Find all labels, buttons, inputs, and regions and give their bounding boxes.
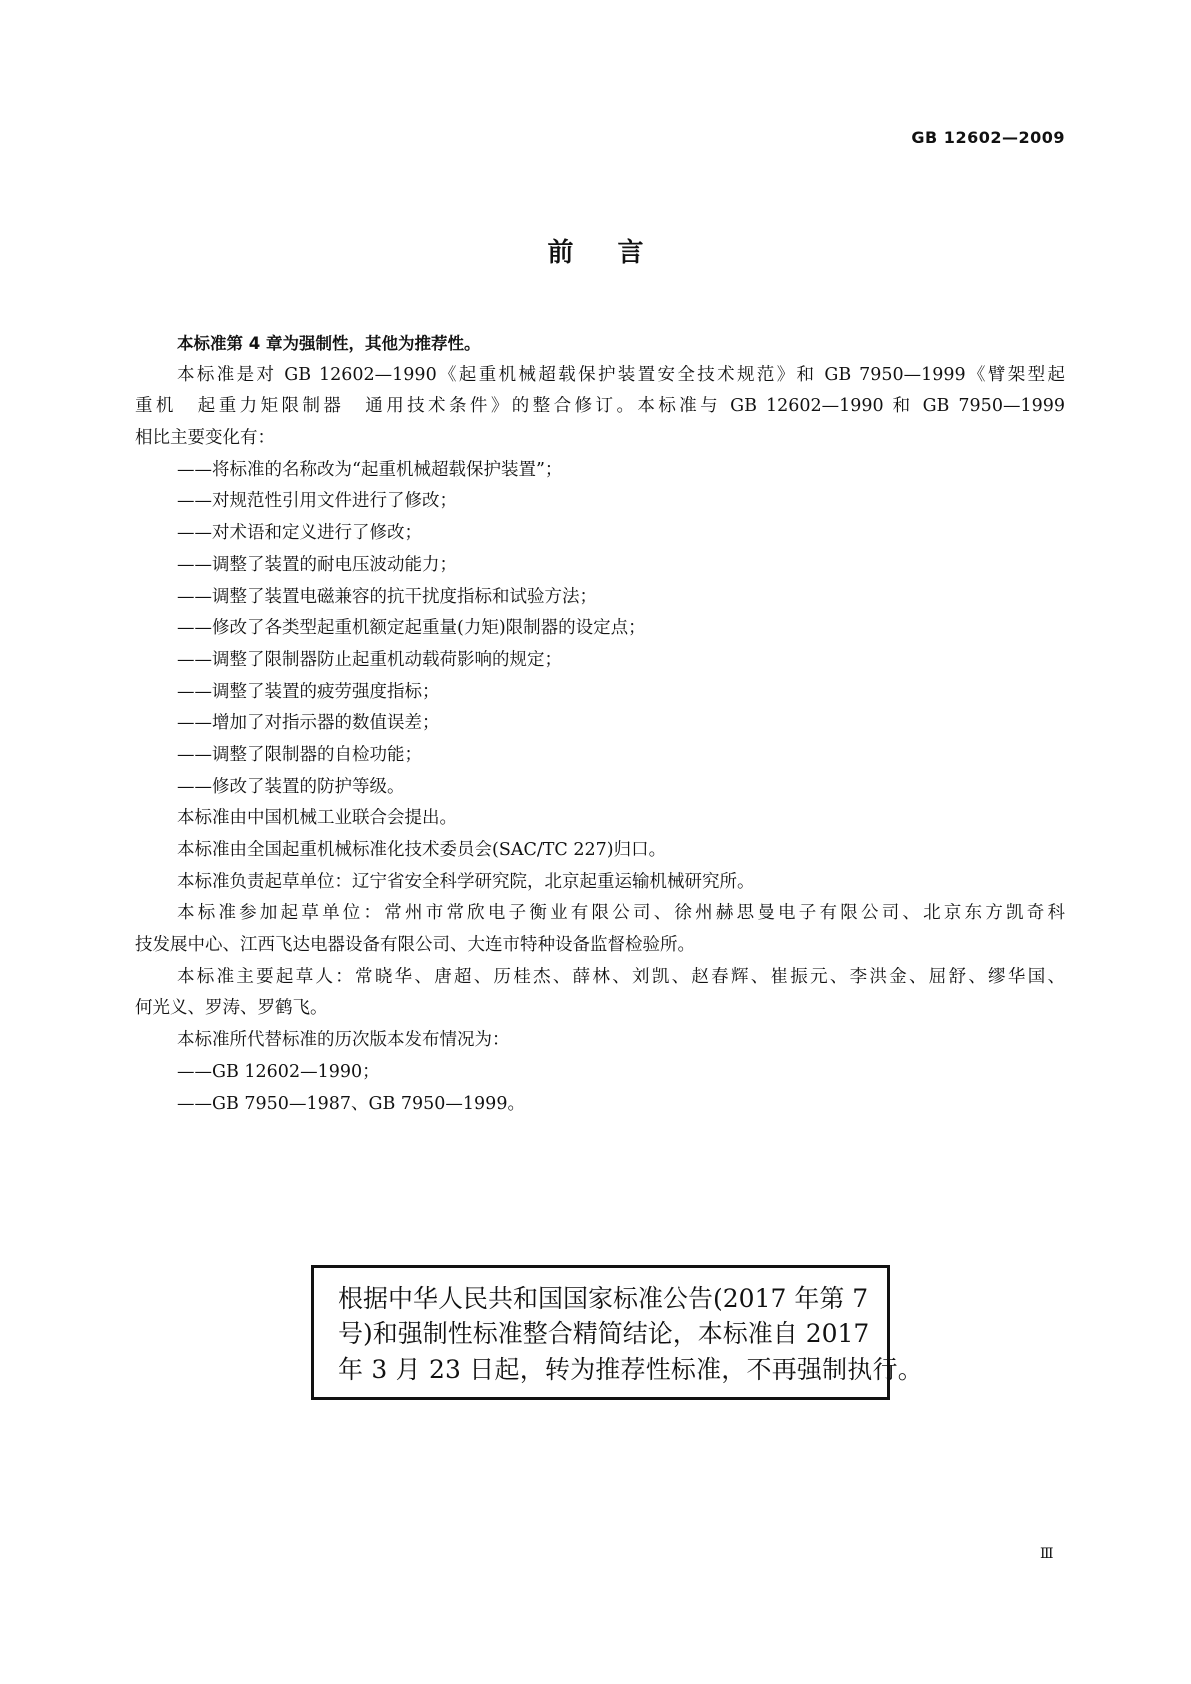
body-line: 何光义、罗涛、罗鹤飞。: [135, 998, 328, 1019]
body-line: ——调整了限制器的自检功能；: [177, 744, 422, 765]
body-line: ——增加了对指示器的数值误差；: [177, 713, 440, 734]
body-line: 本标准由全国起重机械标准化技术委员会(SAC/TC 227)归口。: [177, 840, 667, 860]
body-line: ——修改了各类型起重机额定起重量(力矩)限制器的设定点；: [177, 618, 646, 639]
body-line: 本标准负责起草单位：辽宁省安全科学研究院，北京起重运输机械研究所。: [177, 871, 755, 892]
body-line: 本标准参加起草单位：常州市常欣电子衡业有限公司、徐州赫思曼电子有限公司、北京东方凯奇科: [177, 903, 1065, 924]
body-line: ——修改了装置的防护等级。: [177, 776, 405, 797]
notice-box: [311, 1265, 923, 1400]
body-line: ——对规范性引用文件进行了修改；: [177, 491, 457, 512]
body-line: ——GB 12602—1990；: [177, 1061, 380, 1082]
body-line: 本标准由中国机械工业联合会提出。: [177, 808, 457, 829]
body-line: ——调整了装置电磁兼容的抗干扰度指标和试验方法；: [177, 586, 597, 607]
standard-number-header: GB 12602—2009: [911, 128, 1065, 147]
body-line: 本标准所代替标准的历次版本发布情况为：: [177, 1030, 510, 1051]
body-line: 重机 起重力矩限制器 通用技术条件》的整合修订。本标准与 GB 12602—1990 和 GB 7950—1999: [135, 396, 1065, 417]
body-line: ——调整了限制器防止起重机动载荷影响的规定；: [177, 649, 562, 670]
body-line: ——调整了装置的耐电压波动能力；: [177, 554, 457, 575]
body-line: ——将标准的名称改为“起重机械超载保护装置”；: [177, 459, 563, 480]
body-line: ——调整了装置的疲劳强度指标；: [177, 681, 440, 702]
body-line: ——对术语和定义进行了修改；: [177, 523, 422, 544]
body-line: 技发展中心、江西飞达电器设备有限公司、大连市特种设备监督检验所。: [135, 935, 695, 956]
body-line: 相比主要变化有：: [135, 428, 275, 449]
notice-line: 根据中华人民共和国国家标准公告(2017 年第 7: [338, 1284, 869, 1313]
body-line: 本标准是对 GB 12602—1990《起重机械超载保护装置安全技术规范》和 GB 7950—1999《臂架型起: [177, 364, 1065, 385]
body-line: 本标准第 4 章为强制性，其他为推荐性。: [177, 334, 481, 353]
notice-line: 号)和强制性标准整合精简结论，本标准自 2017: [338, 1319, 870, 1348]
notice-line: 年 3 月 23 日起，转为推荐性标准，不再强制执行。: [338, 1355, 923, 1384]
page-title: 前言: [547, 238, 688, 268]
body-line: ——GB 7950—1987、GB 7950—1999。: [177, 1093, 525, 1114]
body-line: 本标准主要起草人：常晓华、唐超、历桂杰、薛林、刘凯、赵春辉、崔振元、李洪金、屈舒、缪华国、: [177, 966, 1065, 987]
page-number: Ⅲ: [1040, 1546, 1054, 1562]
foreword-body: [135, 328, 1065, 1120]
